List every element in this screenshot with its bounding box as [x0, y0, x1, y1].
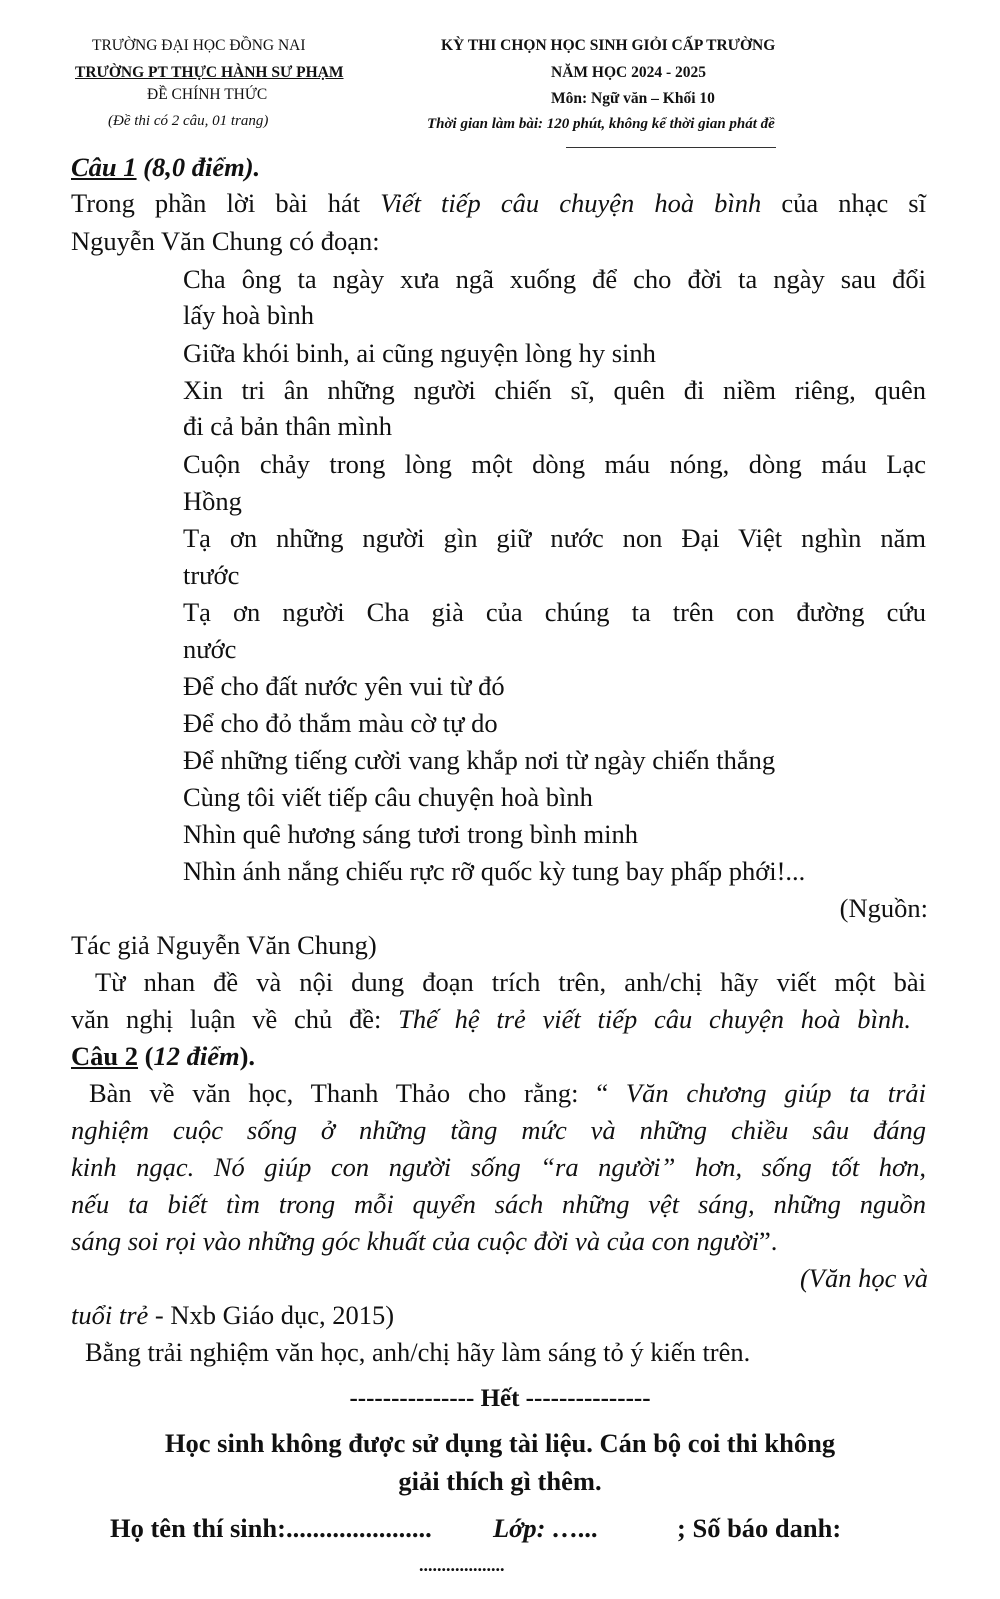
q2-quote-line: nghiệm cuộc sống ở những tầng mức và những chiều sâu đáng — [71, 1115, 926, 1145]
q2-intro-text: Bàn về văn học, Thanh Thảo cho rằng: “ — [89, 1078, 626, 1108]
end-marker: --------------- Hết --------------- — [349, 1385, 651, 1412]
lyric-line: nước — [183, 634, 237, 664]
header-year: NĂM HỌC 2024 - 2025 — [551, 64, 706, 81]
lyric-line: Để những tiếng cười vang khắp nơi từ ngày chiến thắng — [183, 745, 776, 775]
q2-points: 12 điểm — [153, 1041, 240, 1071]
notice-line-1: Học sinh không được sử dụng tài liệu. Cán bộ coi thi không — [164, 1428, 836, 1458]
lyric-line: Để cho đỏ thắm màu cờ tự do — [183, 708, 498, 738]
lyric-line: đi cả bản thân mình — [183, 411, 392, 441]
q1-intro-line-1 — [71, 188, 926, 219]
header-time: Thời gian làm bài: 120 phút, không kể thời gian phát đề — [427, 116, 775, 132]
lyric-line: Hồng — [183, 486, 242, 516]
q1-task-line-2 — [71, 1004, 911, 1035]
q1-points: (8,0 điểm). — [136, 152, 261, 182]
header-rule — [566, 147, 776, 148]
q1-intro-line-2: Nguyễn Văn Chung có đoạn: — [71, 226, 380, 256]
q2-quote-line: kinh ngạc. Nó giúp con người sống “ra người” hơn, sống tốt hơn, — [71, 1152, 926, 1182]
candidate-name-field: Họ tên thí sinh:...................... — [110, 1513, 432, 1543]
q2-quote-start: Văn chương giúp ta trải — [625, 1078, 926, 1108]
lyric-line: Tạ ơn người Cha già của chúng ta trên con đường cứu — [183, 597, 926, 627]
lyric-line: Cha ông ta ngày xưa ngã xuống để cho đời ta ngày sau đổi — [183, 264, 926, 294]
lyric-line: Cùng tôi viết tiếp câu chuyện hoà bình — [183, 782, 593, 812]
q1-heading — [71, 152, 260, 183]
header-school: TRƯỜNG ĐẠI HỌC ĐỒNG NAI — [92, 37, 306, 54]
header-official: ĐỀ CHÍNH THỨC — [147, 86, 268, 103]
lyric-line: Cuộn chảy trong lòng một dòng máu nóng, dòng máu Lạc — [183, 449, 926, 479]
q2-source-book: tuổi trẻ — [71, 1300, 149, 1330]
q2-source-1: (Văn học và — [799, 1263, 928, 1293]
q2-quote-end: sáng soi rọi vào những góc khuất của cuộc đời và của con người — [71, 1226, 759, 1256]
q2-quote-close: ”. — [758, 1226, 778, 1256]
q1-intro-text: Trong phần lời bài hát — [71, 188, 381, 218]
candidate-number-dots: ................... — [419, 1555, 505, 1575]
lyric-line: lấy hoà bình — [183, 300, 314, 330]
q1-source-1: (Nguồn: — [839, 893, 928, 923]
lyric-line: Tạ ơn những người gìn giữ nước non Đại Việt nghìn năm — [183, 523, 926, 553]
q2-quote-line-last — [71, 1226, 777, 1257]
header-note: (Đề thi có 2 câu, 01 trang) — [108, 113, 269, 129]
q1-source-2: Tác giả Nguyễn Văn Chung) — [71, 930, 377, 960]
q1-song-title: Viết tiếp câu chuyện hoà bình — [380, 188, 762, 218]
q1-topic: Thế hệ trẻ viết tiếp câu chuyện hoà bình. — [398, 1004, 911, 1034]
lyric-line: trước — [183, 560, 240, 590]
q2-quote-line-1 — [89, 1078, 926, 1109]
q2-quote-line: nếu ta biết tìm trong mỗi quyển sách những vệt sáng, những nguồn — [71, 1189, 926, 1219]
class-field: Lớp: …... — [493, 1513, 599, 1543]
lyric-line: Nhìn ánh nắng chiếu rực rỡ quốc kỳ tung bay phấp phới!... — [183, 856, 806, 886]
q1-intro-text-2: của nhạc sĩ — [761, 188, 926, 218]
q1-task-text: văn nghị luận về chủ đề: — [71, 1004, 399, 1034]
q2-source-2 — [71, 1300, 394, 1331]
candidate-number-field: ; Số báo danh: — [677, 1513, 842, 1543]
notice-line-2: giải thích gì thêm. — [398, 1466, 602, 1496]
header-exam-title: KỲ THI CHỌN HỌC SINH GIỎI CẤP TRƯỜNG — [441, 37, 776, 54]
lyric-line: Xin tri ân những người chiến sĩ, quên đi niềm riêng, quên — [183, 375, 926, 405]
q2-task: Bằng trải nghiệm văn học, anh/chị hãy làm sáng tỏ ý kiến trên. — [85, 1337, 751, 1367]
header-sub-school: TRƯỜNG PT THỰC HÀNH SƯ PHẠM — [75, 64, 344, 81]
q2-source-publisher: - Nxb Giáo dục, 2015) — [148, 1300, 395, 1330]
q2-heading: Câu 2 (12 điểm). — [71, 1041, 256, 1071]
lyric-line: Giữa khói binh, ai cũng nguyện lòng hy sinh — [183, 338, 656, 368]
q1-title: Câu 1 — [71, 152, 137, 182]
lyric-line: Để cho đất nước yên vui từ đó — [183, 671, 505, 701]
q2-title: Câu 2 — [71, 1041, 139, 1071]
q1-task-line-1: Từ nhan đề và nội dung đoạn trích trên, anh/chị hãy viết một bài — [95, 967, 926, 997]
header-subject: Môn: Ngữ văn – Khối 10 — [551, 90, 715, 107]
lyric-line: Nhìn quê hương sáng tươi trong bình minh — [183, 819, 638, 849]
